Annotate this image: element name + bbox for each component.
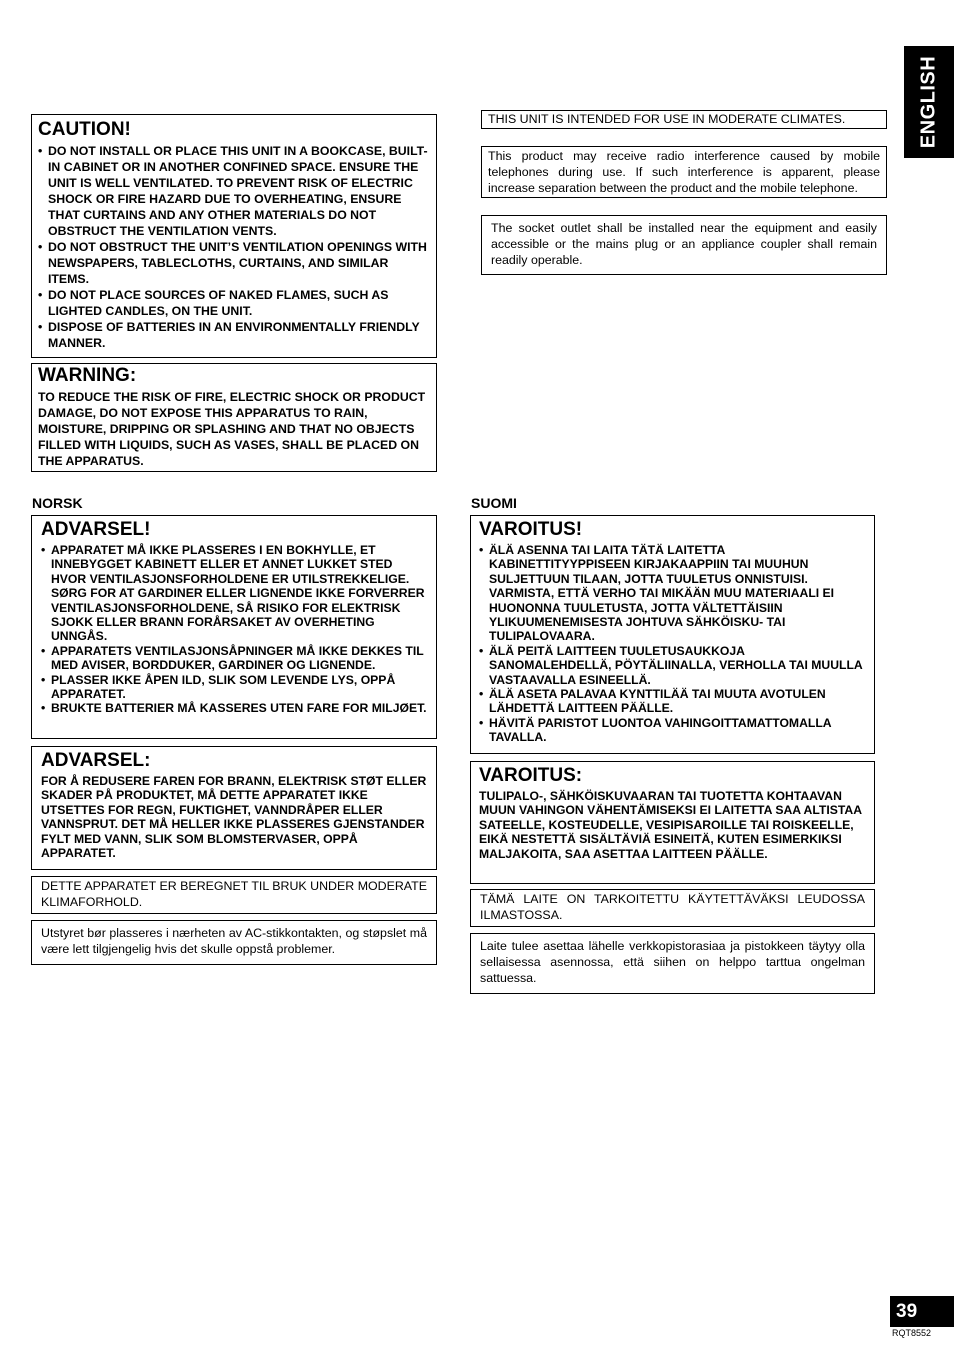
english-climate-note-text: THIS UNIT IS INTENDED FOR USE IN MODERATE CLIMATES. <box>488 112 846 126</box>
suomi-caution-item: • HÄVITÄ PARISTOT LUONTOA VAHINGOITTAMATTOMALLA TAVALLA. <box>479 716 866 745</box>
suomi-caution-item: • ÄLÄ PEITÄ LAITTEEN TUULETUSAUKKOJA SANOMALEHDELLÄ, PÖYTÄLIINALLA, VERHOLLA TAI MUULLA VASTAAVALLA ESINEELLÄ. <box>479 644 866 687</box>
suomi-warning-text: TULIPALO-, SÄHKÖISKUVAARAN TAI TUOTETTA KOHTAAVAN MUUN VAHINGON VÄHENTÄMISEKSI EI LAITETTA SAA ALTISTAA SATEELLE, KOSTEUDELLE, VESIPISAROILLE TAI ROISKEELLE, EIKÄ NESTETTÄ SISÄLTÄVIÄ ESINEITÄ, KUTEN ESIMERKIKSI MALJAKOITA, SAA ASETTAA LAITTEEN PÄÄLLE. <box>479 789 862 861</box>
english-warning-title: WARNING: <box>38 365 137 386</box>
english-caution-item: • DO NOT PLACE SOURCES OF NAKED FLAMES, SUCH AS LIGHTED CANDLES, ON THE UNIT. <box>38 287 430 319</box>
suomi-climate-note-text: TÄMÄ LAITE ON TARKOITETTU KÄYTETTÄVÄKSI LEUDOSSA ILMASTOSSA. <box>480 892 865 922</box>
suomi-caution-list <box>479 543 866 745</box>
norsk-socket-note-text: Utstyret bør plasseres i nærheten av AC-stikkontakten, og støpslet må være lett tilgjengelig hvis det skulle oppstå problemer. <box>41 926 427 956</box>
norsk-caution-item: • APPARATETS VENTILASJONSÅPNINGER MÅ IKKE DEKKES TIL MED AVISER, BORDDUKER, GARDINER OG LIGNENDE. <box>41 644 427 673</box>
english-caution-box <box>31 114 437 358</box>
norsk-caution-box <box>31 515 437 739</box>
suomi-warning-title: VAROITUS: <box>479 765 583 786</box>
english-caution-item: • DISPOSE OF BATTERIES IN AN ENVIRONMENTALLY FRIENDLY MANNER. <box>38 319 430 351</box>
norsk-caution-item: • PLASSER IKKE ÅPEN ILD, SLIK SOM LEVENDE LYS, OPPÅ APPARATET. <box>41 673 427 702</box>
suomi-heading: SUOMI <box>471 495 517 511</box>
norsk-climate-note-text: DETTE APPARATET ER BEREGNET TIL BRUK UNDER MODERATE KLIMAFORHOLD. <box>41 879 427 909</box>
suomi-climate-note <box>470 889 875 927</box>
suomi-caution-item: • ÄLÄ ASENNA TAI LAITA TÄTÄ LAITETTA KABINETTITYYPPISEEN KIRJAKAAPPIIN TAI MUUHUN SULJETTUUN TILAAN, JOTTA TUULETUS ONNISTUISI. VARMISTA, ETTÄ VERHO TAI MIKÄÄN MUU MATERIAALI EI HUONONNA TUULETUSTA, JOTTA VÄLTETTÄISIIN YLIKUUMENEMISESTA JOHTUVA SÄHKÖISKU- TAI TULIPALOVAARA. <box>479 543 866 644</box>
norsk-warning-box <box>31 746 437 870</box>
suomi-caution-title: VAROITUS! <box>479 519 583 540</box>
english-caution-title: CAUTION! <box>38 119 131 140</box>
suomi-socket-note-text: Laite tulee asettaa lähelle verkkopistorasiaa ja pistokkeen täytyy olla sellaisessa asennossa, että siihen on helppo tarttua ongelman sattuessa. <box>480 939 865 985</box>
language-tab <box>904 46 954 158</box>
language-tab-label: ENGLISH <box>917 55 940 149</box>
norsk-caution-list <box>41 543 427 716</box>
english-socket-note-text: The socket outlet shall be installed near the equipment and easily accessible or the mains plug or an appliance coupler shall remain readily operable. <box>491 221 877 267</box>
english-interference-note-text: This product may receive radio interference caused by mobile telephones during use. If such interference is apparent, please increase separation between the product and the mobile telephone. <box>488 149 880 195</box>
english-caution-item: • DO NOT INSTALL OR PLACE THIS UNIT IN A BOOKCASE, BUILT-IN CABINET OR IN ANOTHER CONFINED SPACE. ENSURE THE UNIT IS WELL VENTILATED. TO PREVENT RISK OF ELECTRIC SHOCK OR FIRE HAZARD DUE TO OVERHEATING, ENSURE THAT CURTAINS AND ANY OTHER MATERIALS DO NOT OBSTRUCT THE VENTILATION VENTS. <box>38 143 430 239</box>
english-caution-list <box>38 143 430 351</box>
page-number: 39 <box>890 1296 954 1327</box>
english-socket-note <box>481 215 887 275</box>
norsk-caution-item: • BRUKTE BATTERIER MÅ KASSERES UTEN FARE FOR MILJØET. <box>41 701 427 715</box>
norsk-caution-item: • APPARATET MÅ IKKE PLASSERES I EN BOKHYLLE, ET INNEBYGGET KABINETT ELLER ET ANNET LUKKET STED HVOR VENTILASJONSFORHOLDENE ER UTILSTREKKELIGE. SØRG FOR AT GARDINER ELLER LIGNENDE IKKE FORVERRER VENTILASJONSFORHOLDENE, SÅ RISIKO FOR ELEKTRISK SJOKK ELLER BRANN FORÅRSAKET AV OVERHETING UNNGÅS. <box>41 543 427 644</box>
model-code: RQT8552 <box>892 1328 932 1338</box>
english-warning-text: TO REDUCE THE RISK OF FIRE, ELECTRIC SHOCK OR PRODUCT DAMAGE, DO NOT EXPOSE THIS APPARATUS TO RAIN, MOISTURE, DRIPPING OR SPLASHING AND THAT NO OBJECTS FILLED WITH LIQUIDS, SUCH AS VASES, SHALL BE PLACED ON THE APPARATUS. <box>38 390 426 468</box>
norsk-caution-title: ADVARSEL! <box>41 519 151 540</box>
suomi-caution-box <box>470 515 875 754</box>
norsk-climate-note <box>31 876 437 914</box>
english-climate-note <box>481 110 887 129</box>
suomi-warning-box <box>470 761 875 884</box>
english-interference-note <box>481 146 887 198</box>
english-warning-box <box>31 363 437 472</box>
suomi-socket-note <box>470 933 875 994</box>
suomi-caution-item: • ÄLÄ ASETA PALAVAA KYNTTILÄÄ TAI MUUTA AVOTULEN LÄHDETTÄ LAITTEEN PÄÄLLE. <box>479 687 866 716</box>
english-caution-item: • DO NOT OBSTRUCT THE UNIT’S VENTILATION OPENINGS WITH NEWSPAPERS, TABLECLOTHS, CURTAINS, AND SIMILAR ITEMS. <box>38 239 430 287</box>
norsk-warning-title: ADVARSEL: <box>41 750 151 771</box>
norsk-warning-text: FOR Å REDUSERE FAREN FOR BRANN, ELEKTRISK STØT ELLER SKADER PÅ PRODUKTET, MÅ DETTE APPARATET IKKE UTSETTES FOR REGN, FUKTIGHET, VANNDRÅPER ELLER VANNSPRUT. DET MÅ HELLER IKKE PLASSERES GJENSTANDER FYLT MED VANN, SLIK SOM BLOMSTERVASER, OPPÅ APPARATET. <box>41 774 427 861</box>
norsk-heading: NORSK <box>32 495 83 511</box>
norsk-socket-note <box>31 920 437 965</box>
